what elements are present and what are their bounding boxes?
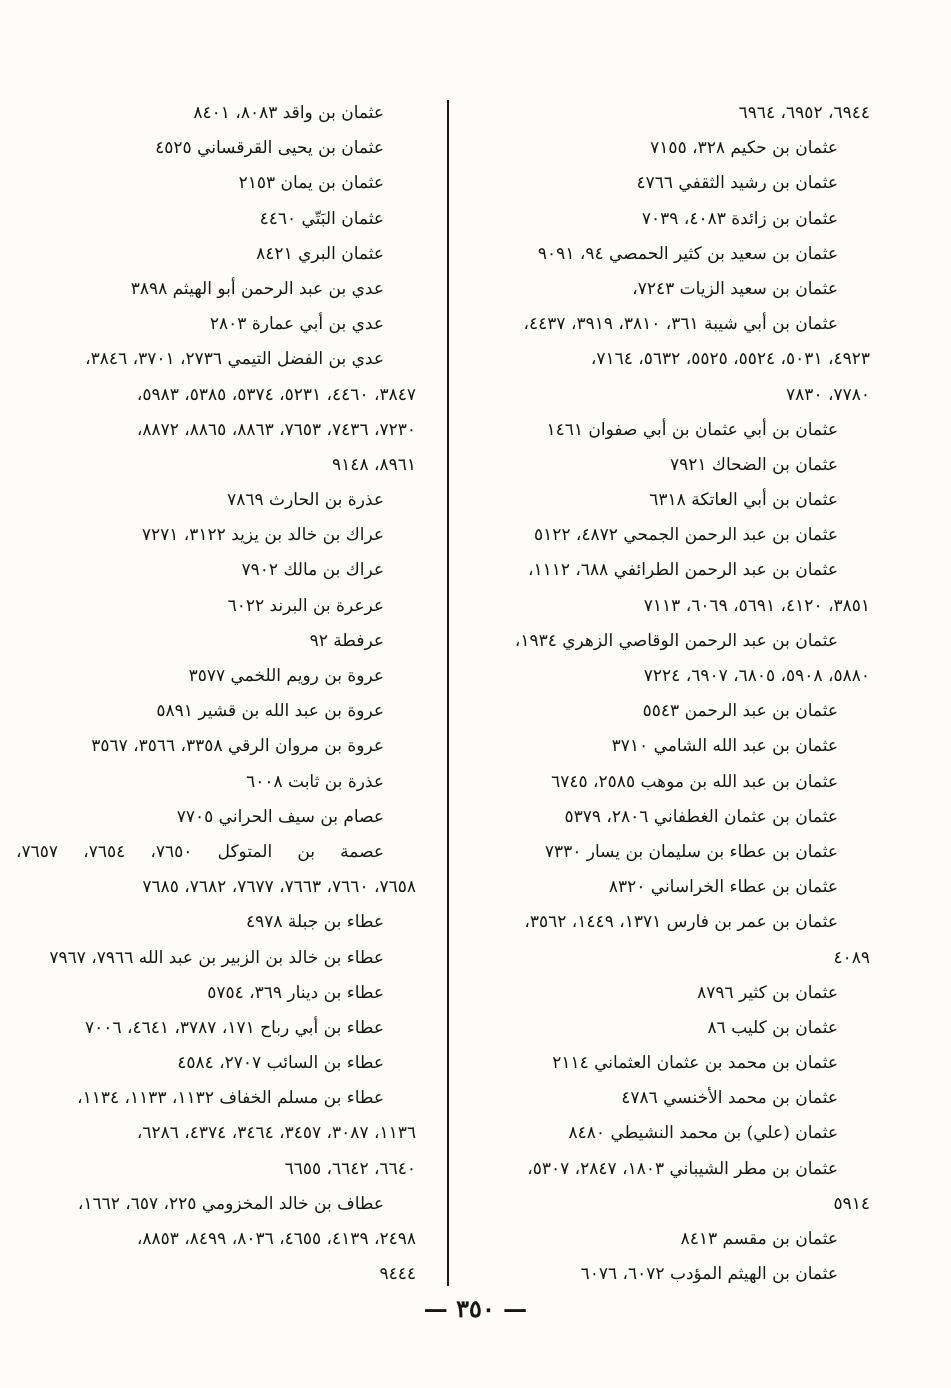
- column-divider: [447, 100, 449, 1286]
- index-entry-line: عثمان البَتّي ٤٤٦٠: [259, 208, 384, 229]
- index-entry-line: ٨٩٦١، ٩١٤٨: [332, 454, 416, 475]
- index-entry-line: عصمة بن المتوكل ٧٦٥٠، ٧٦٥٤، ٧٦٥٧،: [16, 841, 385, 862]
- index-entry-line: عثمان بن أبي العاتكة ٦٣١٨: [649, 490, 838, 511]
- index-entry-line: عدي بن أبي عمارة ٢٨٠٣: [209, 314, 384, 335]
- index-entry-line: عثمان (علي) بن محمد النشيطي ٨٤٨٠: [568, 1123, 838, 1144]
- index-entry-line: عثمان بن محمد بن عثمان العثماني ٢١١٤: [552, 1053, 838, 1074]
- index-entry-line: عثمان بن عبد الرحمن الجمحي ٤٨٧٢، ٥١٢٢: [533, 525, 838, 546]
- index-entry-line: عروة بن رويم اللخمي ٣٥٧٧: [188, 666, 384, 686]
- index-entry-line: عثمان بن كليب ٨٦: [707, 1017, 838, 1038]
- index-entry-line: عثمان بن واقد ٨٠٨٣، ٨٤٠١: [193, 103, 384, 123]
- index-entry-line: ٥٩١٤: [833, 1193, 870, 1214]
- index-entry-line: عثمان بن عطاء بن سليمان بن يسار ٧٣٣٠: [544, 841, 838, 862]
- index-entry-line: عثمان بن سعيد الزيات ٧٢٤٣،: [632, 278, 838, 299]
- index-entry-line: عصام بن سيف الحراني ٧٧٠٥: [176, 806, 384, 827]
- index-entry-line: ٥٨٨٠، ٥٩٠٨، ٦٨٠٥، ٦٩٠٧، ٧٢٢٤: [643, 666, 870, 686]
- index-entry-line: عرفطة ٩٢: [309, 630, 384, 651]
- index-column-left: [16, 96, 416, 1292]
- index-entry-line: عروة بن عبد الله بن قشير ٥٨٩١: [156, 701, 384, 722]
- index-entry-line: عثمان بن كثير ٨٧٩٦: [697, 982, 838, 1003]
- index-entry-line: عراك بن مالك ٧٩٠٢: [241, 560, 384, 581]
- index-entry-line: عثمان بن الضحاك ٧٩٢١: [670, 454, 838, 475]
- index-entry-line: عدي بن الفضل التيمي ٢٧٣٦، ٣٧٠١، ٣٨٤٦،: [85, 349, 384, 370]
- index-entry-line: عطاف بن خالد المخزومي ٢٢٥، ٦٥٧، ١٦٦٢،: [77, 1193, 384, 1214]
- index-entry-line: عثمان بن عبد الرحمن الطرائفي ٦٨٨، ١١١٢،: [528, 560, 838, 581]
- index-entry-line: ٤٠٨٩: [833, 947, 870, 968]
- page-number: — ٣٥٠ —: [423, 1294, 528, 1323]
- index-entry-line: عثمان بن عطاء الخراساني ٨٣٢٠: [608, 877, 838, 898]
- index-entry-line: عثمان بن أبي عثمان بن أبي صفوان ١٤٦١: [546, 419, 838, 440]
- index-entry-line: عثمان بن عبد الرحمن الوقاصي الزهري ١٩٣٤،: [514, 630, 838, 651]
- index-entry-line: عطاء بن دينار ٣٦٩، ٥٧٥٤: [207, 982, 384, 1003]
- index-entry-line: عطاء بن جبلة ٤٩٧٨: [245, 912, 384, 933]
- index-entry-line: عثمان بن مطر الشيباني ١٨٠٣، ٢٨٤٧، ٥٣٠٧،: [527, 1158, 838, 1179]
- index-entry-line: ٦٩٤٤، ٦٩٥٢، ٦٩٦٤: [738, 103, 870, 123]
- index-entry-line: عروة بن مروان الرقي ٣٣٥٨، ٣٥٦٦، ٣٥٦٧: [91, 736, 384, 757]
- index-entry-line: عرعرة بن البرند ٦٠٢٢: [227, 595, 384, 616]
- index-entry-line: عطاء بن أبي رباح ١٧١، ٣٧٨٧، ٤٦٤١، ٧٠٠٦: [85, 1017, 384, 1038]
- index-entry-line: عثمان بن يحيى القرقساني ٤٥٢٥: [155, 138, 384, 159]
- index-entry-line: ٧٧٨٠، ٧٨٣٠: [786, 384, 870, 405]
- index-entry-line: ١١٣٦، ٣٠٨٧، ٣٤٥٧، ٣٤٦٤، ٤٣٧٤، ٦٢٨٦،: [136, 1123, 416, 1144]
- index-entry-line: عطاء بن السائب ٢٧٠٧، ٤٥٨٤: [177, 1053, 384, 1074]
- index-entry-line: ٣٨٥١، ٤١٢٠، ٥٦٩١، ٦٠٦٩، ٧١١٣: [643, 595, 870, 616]
- index-entry-line: عثمان بن محمد الأخنسي ٤٧٨٦: [621, 1088, 838, 1109]
- index-entry-line: عثمان بن يمان ٢١٥٣: [238, 173, 384, 194]
- index-entry-line: ٢٤٩٨، ٤١٣٩، ٤٦٥٥، ٨٠٣٦، ٨٤٩٩، ٨٨٥٣،: [136, 1229, 416, 1249]
- index-entry-line: عذرة بن ثابت ٦٠٠٨: [246, 771, 384, 792]
- index-entry-line: ٣٨٤٧، ٤٤٦٠، ٥٢٣١، ٥٣٧٤، ٥٣٨٥، ٥٩٨٣،: [136, 384, 416, 405]
- index-entry-line: عثمان بن عبد الله بن موهب ٢٥٨٥، ٦٧٤٥: [551, 771, 838, 792]
- index-entry-line: عثمان بن زائدة ٤٠٨٣، ٧٠٣٩: [641, 208, 838, 229]
- index-entry-line: ٩٤٤٤: [379, 1264, 416, 1285]
- index-entry-line: عثمان بن الهيثم المؤدب ٦٠٧٢، ٦٠٧٦: [580, 1264, 838, 1285]
- index-entry-line: عثمان بن عبد الله الشامي ٣٧١٠: [611, 736, 838, 757]
- index-entry-line: عدي بن عبد الرحمن أبو الهيثم ٣٨٩٨: [130, 278, 384, 299]
- index-entry-line: عثمان بن مقسم ٨٤١٣: [680, 1229, 838, 1249]
- index-entry-line: ٧٢٣٠، ٧٤٣٦، ٧٦٥٣، ٨٨٦٣، ٨٨٦٥، ٨٨٧٢،: [136, 419, 416, 440]
- index-entry-line: عثمان بن أبي شيبة ٣٦١، ٣٨١٠، ٣٩١٩، ٤٤٣٧،: [523, 314, 838, 335]
- index-entry-line: عثمان بن رشيد الثقفي ٤٧٦٦: [636, 173, 838, 194]
- index-entry-line: عثمان بن عمر بن فارس ١٣٧١، ١٤٤٩، ٣٥٦٢،: [524, 912, 838, 933]
- index-entry-line: عثمان بن حكيم ٣٢٨، ٧١٥٥: [650, 138, 838, 159]
- index-entry-line: عثمان بن سعيد بن كثير الحمصي ٩٤، ٩٠٩١: [537, 243, 838, 264]
- index-entry-line: عثمان بن عثمان الغطفاني ٢٨٠٦، ٥٣٧٩: [564, 806, 838, 827]
- index-column-right: [462, 96, 870, 1292]
- index-entry-line: عطاء بن خالد بن الزبير بن عبد الله ٧٩٦٦، ٧٩٦٧: [49, 947, 384, 968]
- index-entry-line: عراك بن خالد بن يزيد ٣١٢٢، ٧٢٧١: [141, 525, 384, 546]
- index-entry-line: عثمان البري ٨٤٢١: [256, 243, 384, 264]
- index-entry-line: عثمان بن عبد الرحمن ٥٥٤٣: [642, 701, 838, 722]
- index-entry-line: عطاء بن مسلم الخفاف ١١٣٢، ١١٣٣، ١١٣٤،: [77, 1088, 384, 1109]
- index-entry-line: ٦٦٤٠، ٦٦٤٢، ٦٦٥٥: [284, 1158, 416, 1179]
- index-entry-line: ٧٦٥٨، ٧٦٦٠، ٧٦٦٣، ٧٦٧٧، ٧٦٨٢، ٧٦٨٥: [142, 877, 416, 898]
- index-entry-line: ٤٩٢٣، ٥٠٣١، ٥٥٢٤، ٥٥٢٥، ٥٦٣٢، ٧١٦٤،: [590, 349, 870, 370]
- index-entry-line: عذرة بن الحارث ٧٨٦٩: [227, 490, 384, 511]
